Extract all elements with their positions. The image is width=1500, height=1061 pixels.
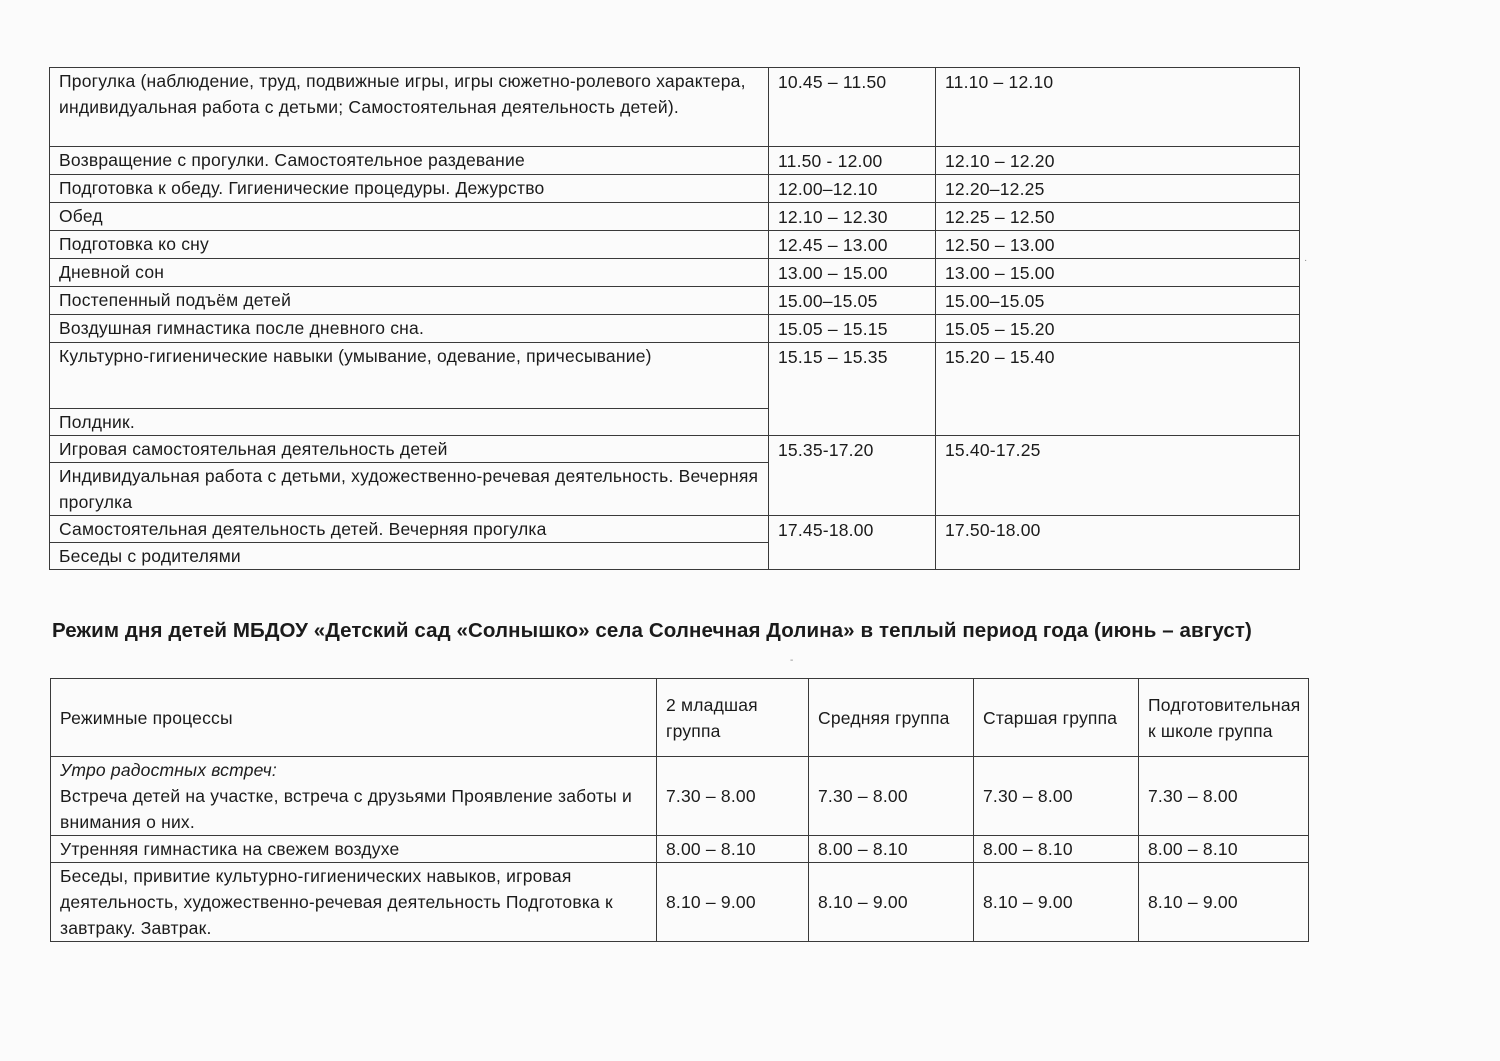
- column-header: Подготовительная к школе группа: [1139, 679, 1309, 757]
- activity-cell: Индивидуальная работа с детьми, художественно-речевая деятельность. Вечерняя прогулка: [50, 463, 769, 516]
- column-header: Средняя группа: [809, 679, 974, 757]
- activity-cell: [51, 757, 657, 836]
- activity-text: Встреча детей на участке, встреча с друзьями Проявление заботы и внимания о них.: [60, 786, 632, 832]
- time-cell: 11.50 - 12.00: [769, 147, 936, 175]
- time-cell: 8.00 – 8.10: [1139, 836, 1309, 863]
- activity-cell: Подготовка к обеду. Гигиенические процедуры. Дежурство: [50, 175, 769, 203]
- table-row: [50, 68, 1300, 147]
- table-header-row: [51, 679, 1309, 757]
- table-row: [50, 203, 1300, 231]
- scan-mark: ·: [1304, 255, 1308, 266]
- time-cell: 12.00–12.10: [769, 175, 936, 203]
- time-cell: 15.35-17.20: [769, 436, 936, 516]
- table-row: [50, 147, 1300, 175]
- activity-cell: Игровая самостоятельная деятельность детей: [50, 436, 769, 463]
- activity-cell: Постепенный подъём детей: [50, 287, 769, 315]
- time-cell: 12.10 – 12.30: [769, 203, 936, 231]
- time-cell: 15.40-17.25: [936, 436, 1300, 516]
- activity-cell: Обед: [50, 203, 769, 231]
- table-row: [51, 836, 1309, 863]
- time-cell: 8.10 – 9.00: [809, 863, 974, 942]
- time-cell: 8.10 – 9.00: [1139, 863, 1309, 942]
- time-cell: 7.30 – 8.00: [809, 757, 974, 836]
- table-row: [50, 231, 1300, 259]
- activity-cell: Возвращение с прогулки. Самостоятельное раздевание: [50, 147, 769, 175]
- activity-cell: Воздушная гимнастика после дневного сна.: [50, 315, 769, 343]
- table-row: [50, 436, 1300, 463]
- time-cell: 11.10 – 12.10: [936, 68, 1300, 147]
- table-row: [50, 287, 1300, 315]
- activity-cell: Беседы, привитие культурно-гигиенических навыков, игровая деятельность, художественно-речевая деятельность Подготовка к завтраку. Завтрак.: [51, 863, 657, 942]
- time-cell: 15.00–15.05: [769, 287, 936, 315]
- time-cell: 8.10 – 9.00: [974, 863, 1139, 942]
- time-cell: 12.25 – 12.50: [936, 203, 1300, 231]
- time-cell: 15.05 – 15.15: [769, 315, 936, 343]
- time-cell: 13.00 – 15.00: [769, 259, 936, 287]
- time-cell: 8.00 – 8.10: [809, 836, 974, 863]
- time-cell: 12.50 – 13.00: [936, 231, 1300, 259]
- activity-heading: Утро радостных встреч:: [60, 760, 277, 780]
- table-row: [51, 863, 1309, 942]
- table-row: [50, 315, 1300, 343]
- activity-cell: Культурно-гигиенические навыки (умывание, одевание, причесывание): [50, 343, 769, 409]
- activity-cell: Полдник.: [50, 409, 769, 436]
- time-cell: 7.30 – 8.00: [1139, 757, 1309, 836]
- time-cell: 10.45 – 11.50: [769, 68, 936, 147]
- activity-cell: Самостоятельная деятельность детей. Вечерняя прогулка: [50, 516, 769, 543]
- table-row: [50, 175, 1300, 203]
- time-cell: 12.10 – 12.20: [936, 147, 1300, 175]
- time-cell: 15.20 – 15.40: [936, 343, 1300, 436]
- daily-schedule-table-warm: [50, 678, 1309, 942]
- table-row: [50, 259, 1300, 287]
- column-header: 2 младшая группа: [657, 679, 809, 757]
- time-cell: 7.30 – 8.00: [974, 757, 1139, 836]
- scan-mark: -: [790, 655, 794, 666]
- table-row: [51, 757, 1309, 836]
- time-cell: 8.10 – 9.00: [657, 863, 809, 942]
- activity-cell: Дневной сон: [50, 259, 769, 287]
- time-cell: 8.00 – 8.10: [657, 836, 809, 863]
- time-cell: 12.20–12.25: [936, 175, 1300, 203]
- time-cell: 7.30 – 8.00: [657, 757, 809, 836]
- time-cell: 15.00–15.05: [936, 287, 1300, 315]
- column-header: Режимные процессы: [51, 679, 657, 757]
- time-cell: 15.05 – 15.20: [936, 315, 1300, 343]
- time-cell: 8.00 – 8.10: [974, 836, 1139, 863]
- time-cell: 13.00 – 15.00: [936, 259, 1300, 287]
- activity-cell: Подготовка ко сну: [50, 231, 769, 259]
- table-row: [50, 516, 1300, 543]
- daily-schedule-table-cold: [49, 67, 1300, 570]
- time-cell: 12.45 – 13.00: [769, 231, 936, 259]
- activity-cell: Беседы с родителями: [50, 543, 769, 570]
- table-row: [50, 343, 1300, 409]
- column-header: Старшая группа: [974, 679, 1139, 757]
- time-cell: 17.50-18.00: [936, 516, 1300, 570]
- time-cell: 17.45-18.00: [769, 516, 936, 570]
- page-title: Режим дня детей МБДОУ «Детский сад «Солнышко» села Солнечная Долина» в теплый период года (июнь – август): [52, 619, 1252, 642]
- activity-cell: Утренняя гимнастика на свежем воздухе: [51, 836, 657, 863]
- time-cell: 15.15 – 15.35: [769, 343, 936, 436]
- activity-cell: Прогулка (наблюдение, труд, подвижные игры, игры сюжетно-ролевого характера, индивидуальная работа с детьми; Самостоятельная деятельность детей).: [50, 68, 769, 147]
